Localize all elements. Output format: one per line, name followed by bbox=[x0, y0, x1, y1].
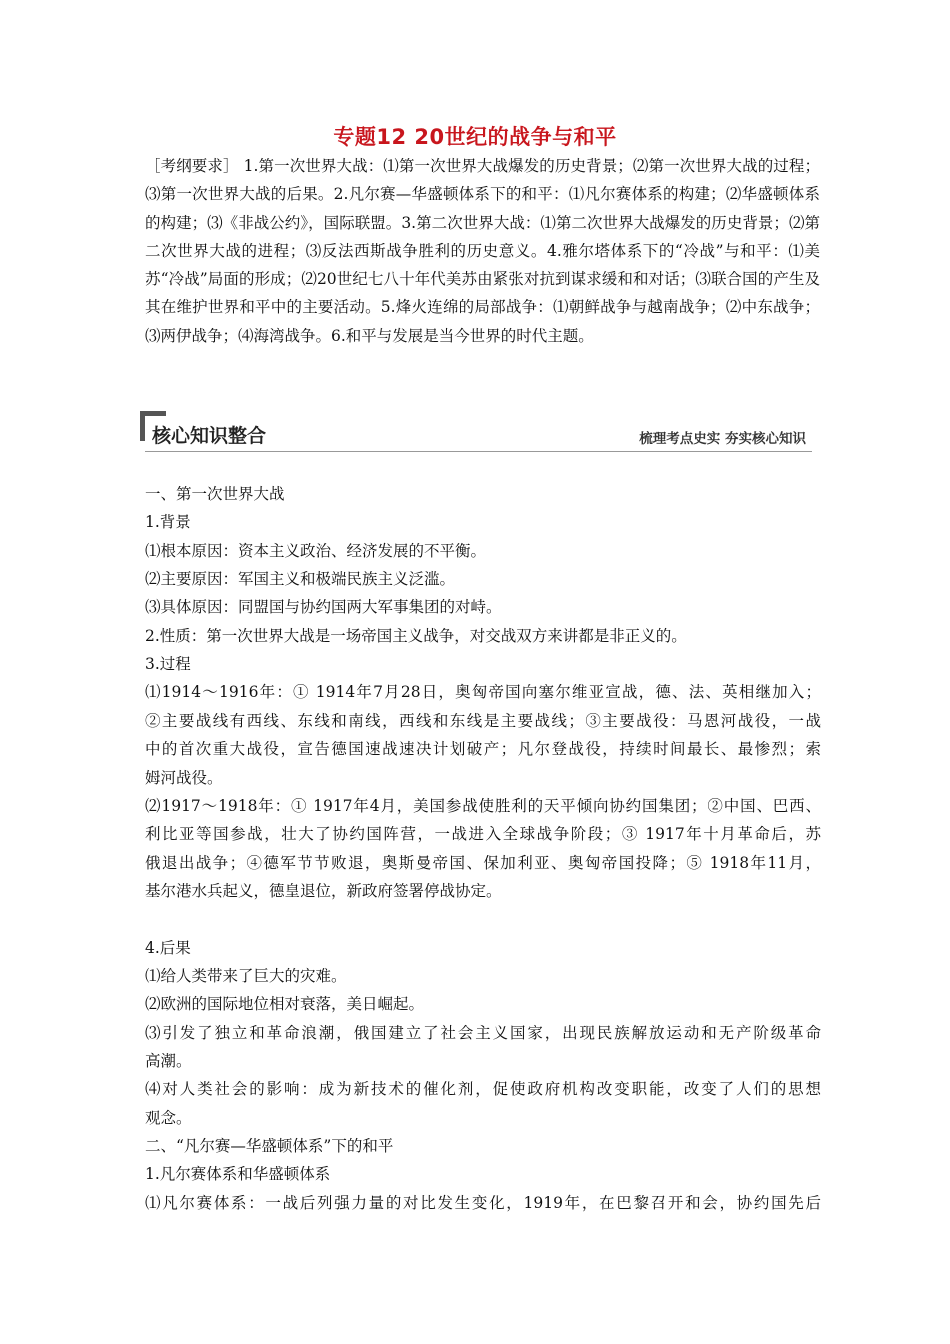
body-line: ⑶引发了独立和革命浪潮，俄国建立了社会主义国家，出现民族解放运动和无产阶级革命 bbox=[145, 1023, 821, 1042]
section-header-banner bbox=[140, 411, 812, 453]
body-line: 观念。 bbox=[145, 1108, 192, 1127]
body-line: ②主要战线有西线、东线和南线，西线和东线是主要战线；③主要战役：马恩河战役，一战 bbox=[145, 711, 821, 730]
body-line: 二、“凡尔赛—华盛顿体系”下的和平 bbox=[145, 1137, 394, 1156]
body-line: ⑵主要原因：军国主义和极端民族主义泛滥。 bbox=[145, 570, 456, 589]
body-line: 中的首次重大战役，宣告德国速战速决计划破产；凡尔登战役，持续时间最长、最惨烈；索 bbox=[145, 740, 821, 759]
body-line: ⑴凡尔赛体系：一战后列强力量的对比发生变化，1919年，在巴黎召开和会，协约国先后 bbox=[145, 1193, 821, 1212]
body-line: 俄退出战争；④德军节节败退，奥斯曼帝国、保加利亚、奥匈帝国投降；⑤ 1918年11月， bbox=[145, 853, 821, 872]
body-line: ⑷对人类社会的影响：成为新技术的催化剂，促使政府机构改变职能，改变了人们的思想 bbox=[145, 1080, 821, 1099]
body-line: 3.过程 bbox=[145, 655, 191, 674]
body-line bbox=[145, 905, 825, 933]
body-line: ⑵1917～1918年：① 1917年4月，美国参战使胜利的天平倾向协约国集团；②中国、巴西、 bbox=[145, 796, 821, 815]
section-subtitle: 梳理考点史实 夯实核心知识 bbox=[639, 431, 806, 447]
body-line: ⑵欧洲的国际地位相对衰落，美日崛起。 bbox=[145, 995, 425, 1014]
body-line: 利比亚等国参战，壮大了协约国阵营，一战进入全球战争阶段；③ 1917年十月革命后，苏 bbox=[145, 825, 821, 844]
body-line: 高潮。 bbox=[145, 1052, 192, 1070]
body-line: 姆河战役。 bbox=[145, 768, 223, 787]
body-line: 一、第一次世界大战 bbox=[145, 485, 285, 503]
exam-requirements: ［考纲要求］ 1.第一次世界大战：⑴第一次世界大战爆发的历史背景；⑵第一次世界大战的过程；⑶第一次世界大战的后果。2.凡尔赛—华盛顿体系下的和平：⑴凡尔赛体系的构建；⑵华盛顿体系的构建；⑶《非战公约》，国际联盟。3.第二次世界大战：⑴第二次世界大战爆发的历史背景；⑵第二次世界大战的进程；⑶反法西斯战争胜利的历史意义。4.雅尔塔体系下的“冷战”与和平：⑴美苏“冷战”局面的形成；⑵20世纪七八十年代美苏由紧张对抗到谋求缓和和对话；⑶联合国的产生及其在维护世界和平中的主要活动。5.烽火连绵的局部战争：⑴朝鲜战争与越南战争；⑵中东战争；⑶两伊战争；⑷海湾战争。6.和平与发展是当今世界的时代主题。 bbox=[145, 157, 820, 345]
body-line: 4.后果 bbox=[145, 938, 191, 957]
section-title: 核心知识整合 bbox=[152, 425, 267, 447]
body-line: ⑶具体原因：同盟国与协约国两大军事集团的对峙。 bbox=[145, 598, 502, 617]
document-title: 专题12 20世纪的战争与和平 bbox=[333, 125, 617, 149]
body-line: 1.背景 bbox=[145, 513, 191, 532]
section-divider bbox=[145, 451, 812, 452]
body-line: 基尔港水兵起义，德皇退位，新政府签署停战协定。 bbox=[145, 881, 502, 900]
body-line: 2.性质：第一次世界大战是一场帝国主义战争，对交战双方来讲都是非正义的。 bbox=[145, 626, 687, 645]
body-line: ⑴根本原因：资本主义政治、经济发展的不平衡。 bbox=[145, 541, 487, 560]
corner-bracket-icon-top bbox=[140, 411, 166, 416]
body-line: ⑴给人类带来了巨大的灾难。 bbox=[145, 966, 347, 985]
body-line: ⑴1914～1916年：① 1914年7月28日，奥匈帝国向塞尔维亚宣战，德、法、英相继加入； bbox=[145, 683, 821, 702]
body-line: 1.凡尔赛体系和华盛顿体系 bbox=[145, 1165, 331, 1184]
